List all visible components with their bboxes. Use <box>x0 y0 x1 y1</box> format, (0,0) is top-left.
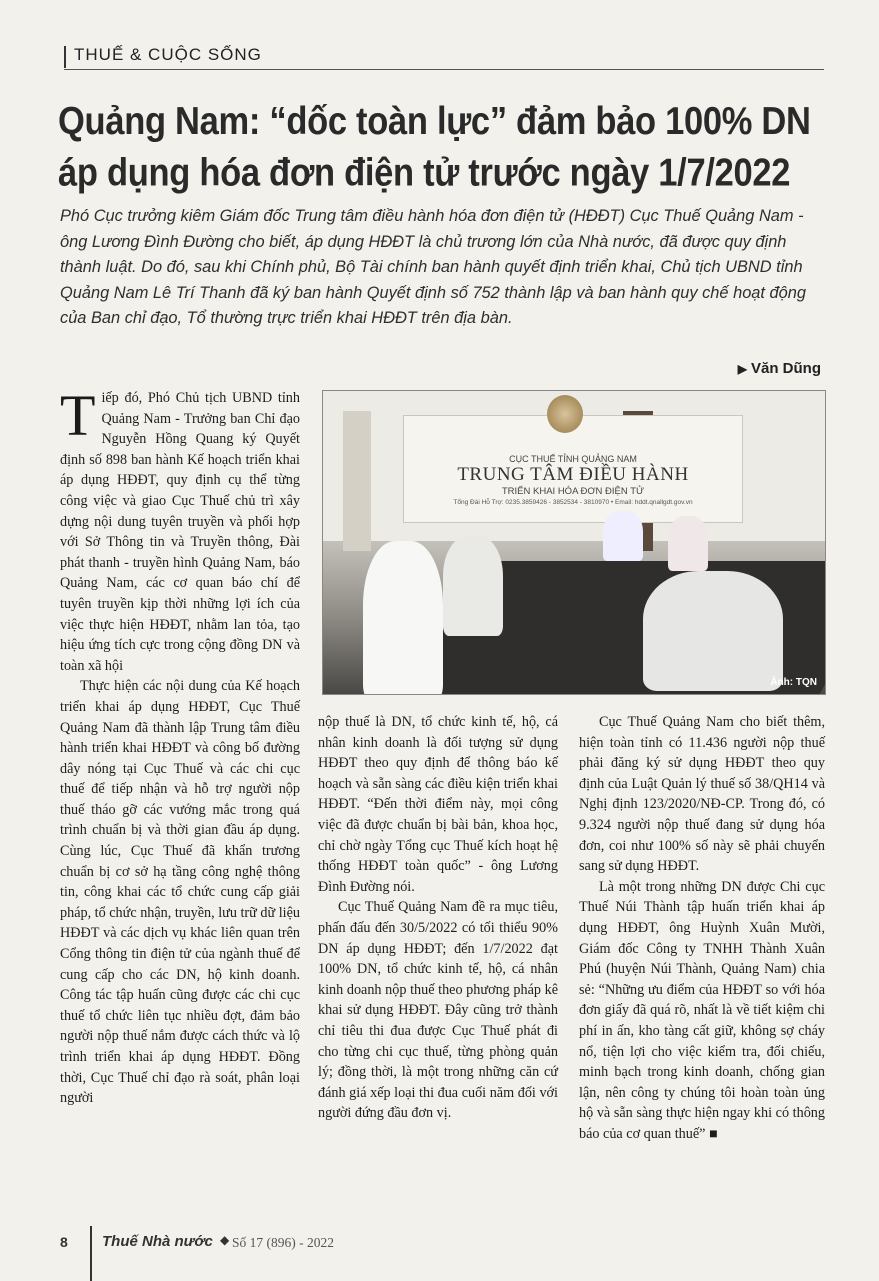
emblem-icon <box>547 395 583 433</box>
paragraph-1 <box>60 383 300 676</box>
banner-contact-text: Tổng Đài Hỗ Trợ: 0235.3859426 - 3852534 - 3810970 • Email: hddt.qnallgdt.gov.vn <box>453 499 693 506</box>
banner-title-text: TRUNG TÂM ĐIỀU HÀNH <box>457 464 689 485</box>
paragraph-4: Cục Thuế Quảng Nam cho biết thêm, hiện toàn tỉnh có 11.436 người nộp thuế phải đăng ký sử dụng HĐĐT theo quy định của Luật Quản lý thuế số 38/QH14 và Nghị định 123/2020/NĐ-CP. Trong đó, có 9.324 người nộp thuế đang sử dụng hóa đơn, coi như 100% số này sẽ phải chuyển sang sử dụng HĐĐT. <box>579 714 825 875</box>
banner-sub-text: TRIỂN KHAI HÓA ĐƠN ĐIỆN TỬ <box>501 486 645 497</box>
article-photo <box>322 390 826 695</box>
column-2 <box>318 712 558 1124</box>
page-number: 8 <box>60 1234 68 1250</box>
paragraph-2: Thực hiện các nội dung của Kế hoạch triển khai áp dụng HĐĐT, Cục Thuế Quảng Nam đã thành lập Trung tâm điều hành triển khai HĐĐT và công bố đường dây nóng tại Cục Thuế và các chi cục thuế để tiếp nhận và hỗ trợ người nộp thuế tháo gỡ các vướng mắc trong quá trình chuẩn bị và thời gian đầu áp dụng. Cùng lúc, Cục Thuế đã khẩn trương chuẩn bị cơ sở hạ tầng công nghệ thông tin, công khai các tổ chức cung cấp giải pháp, tổ chức nhận, truyền, lưu trữ dữ liệu HĐĐT và các dịch vụ khác liên quan trên Cổng thông tin điện tử của ngành thuế để cung cấp cho các DN, hộ kinh doanh. Công tác tập huấn cũng được các chi cục thuế tổ chức liên tục nhiều đợt, đảm bảo người nộp thuế nắm được cách thức và lộ trình triển khai áp dụng HĐĐT. Đồng thời, Cục Thuế chỉ đạo rà soát, phân loại người <box>60 678 300 1107</box>
page-footer <box>60 1232 460 1256</box>
paragraph-2-continued: nộp thuế là DN, tổ chức kinh tế, hộ, cá nhân kinh doanh là đối tượng sử dụng HĐĐT theo quy định để thông báo kế hoạch và sẵn sàng các điều kiện triển khai HĐĐT. “Đến thời điểm này, mọi công việc đã được chuẩn bị bài bản, khoa học, chỉ chờ ngày Tổng cục Thuế kích hoạt hệ thống HĐĐT toàn quốc” - ông Lương Đình Đường nói. <box>318 714 558 895</box>
byline-arrow-icon: ▶ <box>737 362 747 376</box>
column-3 <box>579 712 825 1144</box>
section-divider <box>64 46 66 68</box>
separator-icon: ◆ <box>220 1233 230 1247</box>
photo-credit: Ảnh: TQN <box>770 677 817 688</box>
column-1 <box>60 383 300 1109</box>
paragraph-5-text: Là một trong những DN được Chi cục Thuế Núi Thành tập huấn triển khai áp dụng HĐĐT, ông Huỳnh Xuân Mười, Giám đốc Công ty TNHH Thành Xuân Phú (huyện Núi Thành, Quảng Nam) chia sẻ: “Những ưu điểm của HĐĐT so với hóa đơn giấy đã quá rõ, nhất là về tiết kiệm chi phí in ấn, kho tàng cất giữ, không sợ cháy nổ, tiện lợi cho việc kiểm tra, đối chiếu, minh bạch trong kinh doanh, chống gian lận, nên công ty chúng tôi hoàn toàn ủng hộ và sẵn sàng thực hiện ngay khi có thông báo của cơ quan thuế” <box>579 878 825 1142</box>
photo-banner <box>403 415 743 523</box>
byline <box>738 360 821 377</box>
end-mark-icon: ■ <box>709 1125 718 1142</box>
article-lead: Phó Cục trưởng kiêm Giám đốc Trung tâm điều hành hóa đơn điện tử (HĐĐT) Cục Thuế Quảng Nam - ông Lương Đình Đường cho biết, áp dụng HĐĐT là chủ trương lớn của Nhà nước, đã được quy định thành luật. Do đó, sau khi Chính phủ, Bộ Tài chính ban hành quyết định triển khai, Chủ tịch UBND tỉnh Quảng Nam Lê Trí Thanh đã ký ban hành Quyết định số 752 thành lập và ban hành quy chế hoạt động của Ban chỉ đạo, Tổ thường trực triển khai HĐĐT trên địa bàn. <box>60 207 806 328</box>
byline-author: Văn Dũng <box>751 360 821 377</box>
section-header <box>64 44 824 70</box>
photo-person <box>443 536 503 636</box>
article-headline: Quảng Nam: “dốc toàn lực” đảm bảo 100% DN áp dụng hóa đơn điện tử trước ngày 1/7/2022 <box>58 100 811 195</box>
photo-person <box>363 541 443 695</box>
paragraph-5 <box>579 877 825 1145</box>
photo-person <box>668 516 708 571</box>
drop-cap: T <box>60 383 96 448</box>
photo-person <box>603 511 643 561</box>
section-label: THUẾ & CUỘC SỐNG <box>74 45 262 64</box>
magazine-name: Thuế Nhà nước <box>102 1233 213 1250</box>
paragraph-3: Cục Thuế Quảng Nam đề ra mục tiêu, phấn đấu đến 30/5/2022 có tối thiểu 90% DN áp dụng HĐĐT; đến 1/7/2022 đạt 100% DN, tổ chức kinh tế, hộ, cá nhân kinh doanh nộp thuế theo phương pháp kê khai sử dụng HĐĐT. Đây cũng trở thành chỉ tiêu thi đua được Cục Thuế phát đi cho từng chi cục thuế, từng phòng quản lý; đồng thời, là một trong những căn cứ đánh giá xếp loại thi đua cuối năm đối với người đứng đầu đơn vị. <box>318 899 558 1122</box>
paragraph-1-text: iếp đó, Phó Chủ tịch UBND tỉnh Quảng Nam - Trưởng ban Chỉ đạo Nguyễn Hồng Quang ký Quyết định số 898 ban hành Kế hoạch triển khai áp dụng HĐĐT, quy định cụ thể từng công việc và giao Cục Thuế chủ trì xây dựng nội dung tuyên truyền và phối hợp với Sở Thông tin và Truyền thông, Đài phát thanh - truyền hình Quảng Nam, báo Quảng Nam, các cơ quan báo chí để tuyên truyền kịp thời những lợi ích của việc thực hiện HĐĐT, nhằm lan tỏa, tạo hiệu ứng tích cực trong cộng đồng DN và toàn xã hội <box>60 390 300 674</box>
photo-pillar <box>343 411 371 551</box>
banner-top-text: CỤC THUẾ TỈNH QUẢNG NAM <box>509 454 637 464</box>
issue-number: Số 17 (896) - 2022 <box>232 1235 334 1250</box>
photo-person <box>643 571 783 691</box>
footer-divider <box>90 1226 92 1281</box>
